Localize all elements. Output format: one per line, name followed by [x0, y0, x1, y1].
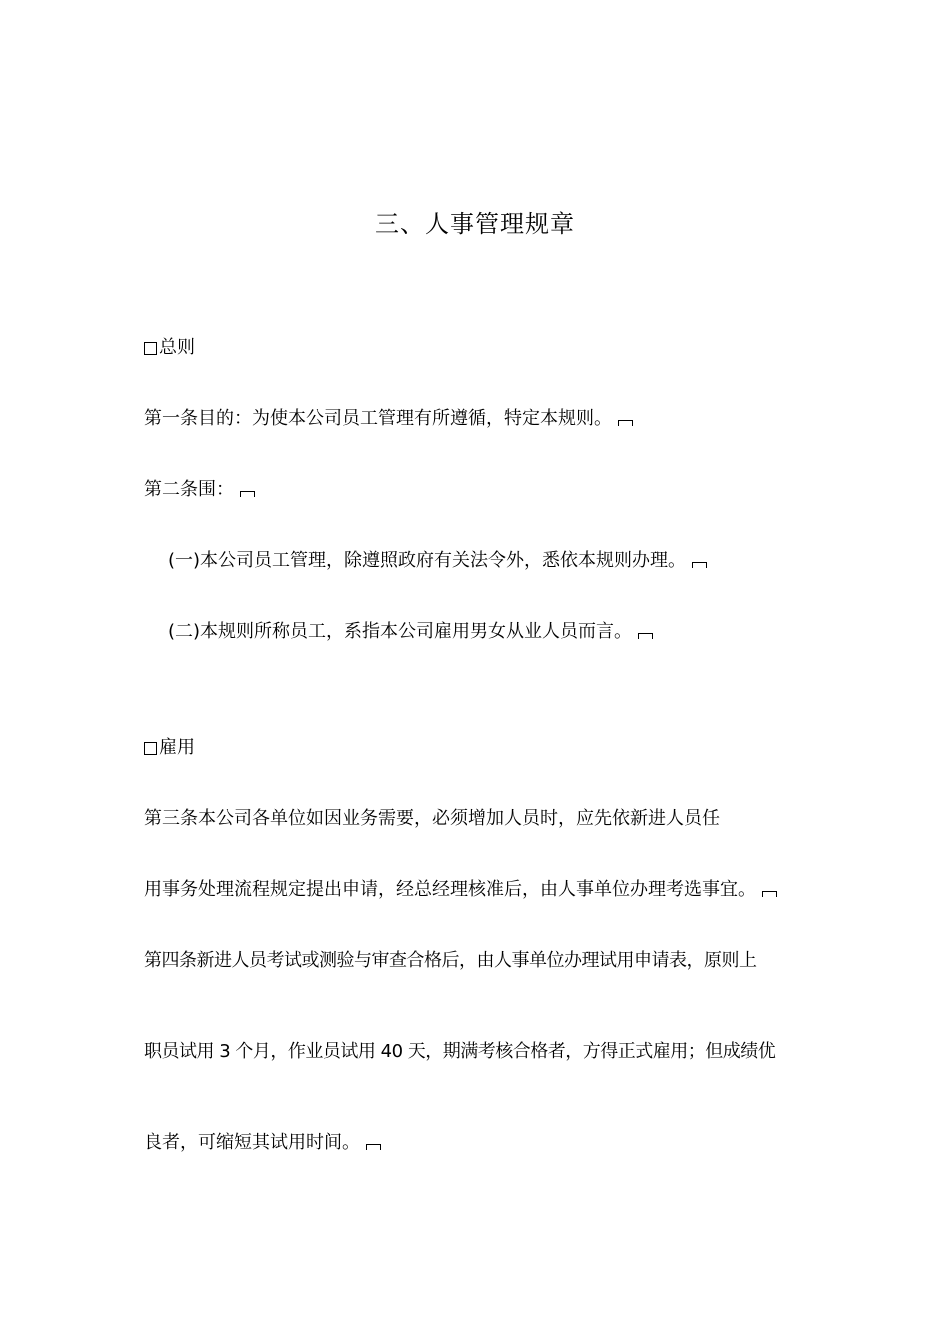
- section-heading-label: 雇用: [159, 737, 195, 758]
- paragraph-mark-icon: [638, 633, 653, 639]
- paragraph-text: (二)本规则所称员工，系指本公司雇用男女从业人员而言。: [168, 621, 633, 642]
- document-title: 三、人事管理规章: [375, 210, 575, 238]
- paragraph-line: [168, 547, 707, 575]
- paragraph-line: [144, 1038, 775, 1066]
- paragraph-mark-icon: [762, 891, 777, 897]
- paragraph-line: [168, 618, 653, 646]
- paragraph-line: [144, 876, 777, 904]
- paragraph-text: 职员试用 3 个月，作业员试用 40 天，期满考核合格者，方得正式雇用；但成绩优: [144, 1041, 776, 1062]
- paragraph-text: 第一条目的：为使本公司员工管理有所遵循，特定本规则。: [144, 408, 612, 429]
- section-heading-employment: [144, 734, 195, 762]
- paragraph-text: 第二条围：: [144, 479, 234, 500]
- paragraph-line: [144, 805, 720, 833]
- paragraph-mark-icon: [618, 420, 633, 426]
- paragraph-line: [144, 1129, 381, 1157]
- section-heading-label: 总则: [159, 337, 195, 358]
- paragraph-mark-icon: [692, 562, 707, 568]
- checkbox-icon: [144, 742, 157, 755]
- paragraph-line: [144, 476, 255, 504]
- paragraph-line: [144, 405, 633, 433]
- paragraph-mark-icon: [240, 491, 255, 497]
- section-heading-general: [144, 334, 195, 362]
- checkbox-icon: [144, 342, 157, 355]
- paragraph-text: (一)本公司员工管理，除遵照政府有关法令外，悉依本规则办理。: [168, 550, 687, 571]
- paragraph-mark-icon: [366, 1144, 381, 1150]
- paragraph-text: 第四条新进人员考试或测验与审查合格后，由人事单位办理试用申请表，原则上: [144, 950, 757, 971]
- paragraph-text: 良者，可缩短其试用时间。: [144, 1132, 360, 1153]
- paragraph-text: 用事务处理流程规定提出申请，经总经理核准后，由人事单位办理考选事宜。: [144, 879, 756, 900]
- paragraph-text: 第三条本公司各单位如因业务需要，必须增加人员时，应先依新进人员任: [144, 808, 720, 829]
- paragraph-line: [144, 947, 757, 975]
